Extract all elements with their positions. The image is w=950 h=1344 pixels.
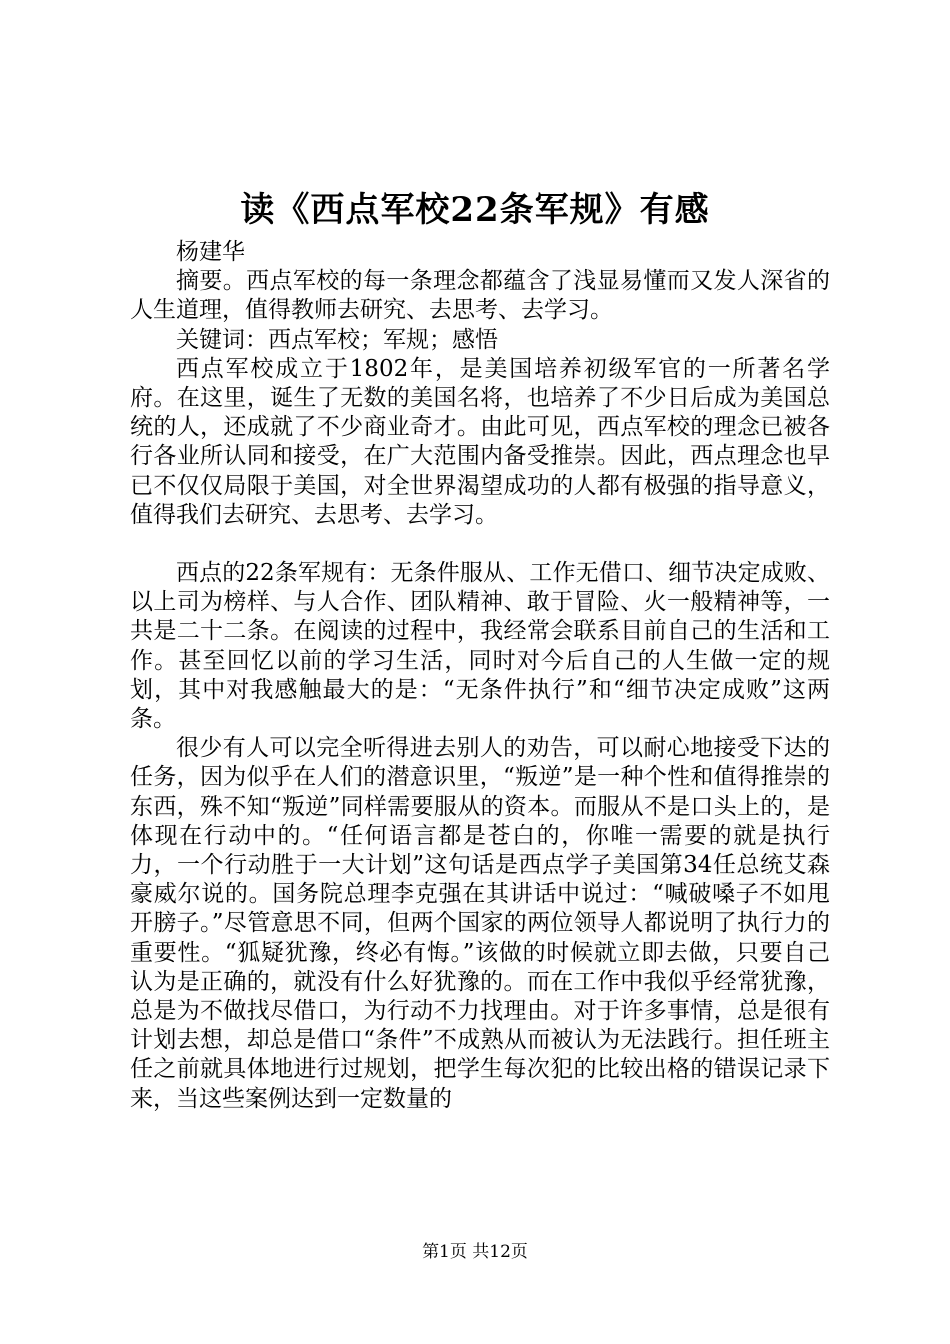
body-paragraph-3: 很少有人可以完全听得进去别人的劝告，可以耐心地接受下达的任务，因为似乎在人们的潜意识里，“叛逆”是一种个性和值得推崇的东西，殊不知“叛逆”同样需要服从的资本。而服从不是口头上的，是体现在行动中的。“任何语言都是苍白的，你唯一需要的就是执行力，一个行动胜于一大计划”这句话是西点学子美国第34任总统艾森豪威尔说的。国务院总理李克强在其讲话中说过：“喊破嗓子不如甩开膀子。”尽管意思不同，但两个国家的两位领导人都说明了执行力的重要性。“狐疑犹豫，终必有悔。”该做的时候就立即去做，只要自己认为是正确的，就没有什么好犹豫的。而在工作中我似乎经常犹豫，总是为不做找尽借口，为行动不力找理由。对于许多事情，总是很有计划去想，却总是借口“条件”不成熟从而被认为无法践行。担任班主任之前就具体地进行过规划，把学生每次犯的比较出格的错误记录下来，当这些案例达到一定数量的 — [130, 735, 830, 1112]
document-title: 读《西点军校22条军规》有感 — [240, 190, 710, 230]
author-line: 杨建华 — [176, 239, 245, 265]
document-body — [130, 238, 830, 1114]
keywords-line: 关键词：西点军校；军规；感悟 — [176, 326, 498, 353]
body-paragraph-1: 西点军校成立于1802年，是美国培养初级军官的一所著名学府。在这里，诞生了无数的美国名将，也培养了不少日后成为美国总统的人，还成就了不少商业奇才。由此可见，西点军校的理念已被各行各业所认同和接受，在广大范围内备受推崇。因此，西点理念也早已不仅仅局限于美国，对全世界渴望成功的人都有极强的指导意义，值得我们去研究、去思考、去学习。 — [130, 355, 830, 528]
page-number-footer: 第1页 共12页 — [422, 1242, 528, 1262]
abstract-paragraph: 摘要。西点军校的每一条理念都蕴含了浅显易懂而又发人深省的人生道理，值得教师去研究、去思考、去学习。 — [130, 268, 830, 324]
body-paragraph-2: 西点的22条军规有：无条件服从、工作无借口、细节决定成败、以上司为榜样、与人合作、团队精神、敢于冒险、火一般精神等，一共是二十二条。在阅读的过程中，我经常会联系目前自己的生活和工作。甚至回忆以前的学习生活，同时对今后自己的人生做一定的规划，其中对我感触最大的是：“无条件执行”和“细节决定成败”这两条。 — [130, 560, 830, 733]
